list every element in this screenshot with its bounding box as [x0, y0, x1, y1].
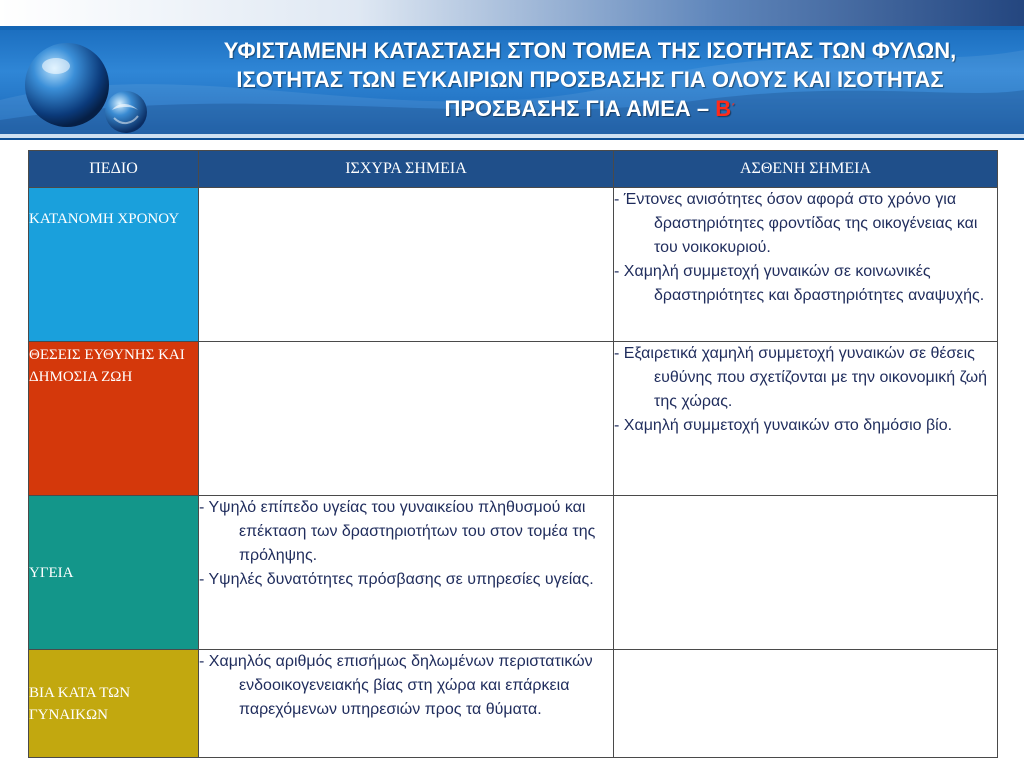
weakness-item: - Εξαιρετικά χαμηλή συμμετοχή γυναικών σε θέσεις ευθύνης που σχετίζονται με την οικονομική ζωή της χώρας.: [614, 345, 988, 410]
weakness-item: - Χαμηλή συμμετοχή γυναικών σε κοινωνικές δραστηριότητες και δραστηριότητες αναψυχής.: [614, 263, 985, 304]
header-divider: [0, 134, 1024, 138]
table-row: [29, 496, 998, 650]
field-label: ΚΑΤΑΝΟΜΗ ΧΡΟΝΟΥ: [29, 211, 180, 227]
swot-table: [28, 150, 998, 758]
weaknesses-cell: [614, 188, 998, 342]
slide-title-accent: Β: [715, 96, 732, 121]
slide-title-accent-mark: ΄: [731, 101, 736, 116]
weakness-item: - Έντονες ανισότητες όσον αφορά στο χρόνο για δραστηριότητες φροντίδας της οικογένειας και του νοικοκυριού.: [614, 191, 978, 256]
strength-item: - Υψηλό επίπεδο υγείας του γυναικείου πληθυσμού και επέκταση των δραστηριοτήτων του στον τομέα της πρόληψης.: [199, 499, 596, 564]
field-cell: [29, 342, 199, 496]
field-label: ΥΓΕΙΑ: [29, 564, 74, 581]
field-label: ΒΙΑ ΚΑΤΑ ΤΩΝ ΓΥΝΑΙΚΩΝ: [29, 684, 131, 723]
slide-title: [170, 36, 1010, 123]
field-cell: [29, 650, 199, 758]
weaknesses-cell: [614, 496, 998, 650]
slide-title-main: ΥΦΙΣΤΑΜΕΝΗ ΚΑΤΑΣΤΑΣΗ ΣΤΟΝ ΤΟΜΕΑ ΤΗΣ ΙΣΟΤΗΤΑΣ ΤΩΝ ΦΥΛΩΝ, ΙΣΟΤΗΤΑΣ ΤΩΝ ΕΥΚΑΙΡΙΩΝ ΠΡΟΣΒΑΣΗΣ ΓΙΑ ΟΛΟΥΣ ΚΑΙ ΙΣΟΤΗΤΑΣ ΠΡΟΣΒΑΣΗΣ ΓΙΑ ΑΜΕΑ –: [223, 38, 957, 121]
column-header-weaknesses: ΑΣΘΕΝΗ ΣΗΜΕΙΑ: [614, 151, 998, 188]
field-label: ΘΕΣΕΙΣ ΕΥΘΥΝΗΣ ΚΑΙ ΔΗΜΟΣΙΑ ΖΩΗ: [29, 347, 185, 385]
table-row: [29, 188, 998, 342]
strengths-cell: [199, 496, 614, 650]
column-header-field: ΠΕΔΙΟ: [29, 151, 199, 188]
header-top-strip: [0, 0, 1024, 26]
table-header-row: [29, 151, 998, 188]
field-cell: [29, 496, 199, 650]
small-globe-icon: [102, 88, 150, 136]
strengths-cell: [199, 188, 614, 342]
weaknesses-cell: [614, 342, 998, 496]
strength-item: - Υψηλές δυνατότητες πρόσβασης σε υπηρεσίες υγείας.: [199, 571, 594, 588]
table-row: [29, 342, 998, 496]
strengths-cell: [199, 342, 614, 496]
strengths-cell: [199, 650, 614, 758]
table-row: [29, 650, 998, 758]
weakness-item: - Χαμηλή συμμετοχή γυναικών στο δημόσιο βίο.: [614, 417, 953, 434]
weaknesses-cell: [614, 650, 998, 758]
strength-item: - Χαμηλός αριθμός επισήμως δηλωμένων περιστατικών ενδοοικογενειακής βίας στη χώρα και επάρκεια παρεχόμενων υπηρεσιών προς τα θύματα.: [199, 653, 593, 718]
column-header-strengths: ΙΣΧΥΡΑ ΣΗΜΕΙΑ: [199, 151, 614, 188]
field-cell: [29, 188, 199, 342]
header-banner: [0, 0, 1024, 140]
globe-icon: [22, 40, 112, 130]
